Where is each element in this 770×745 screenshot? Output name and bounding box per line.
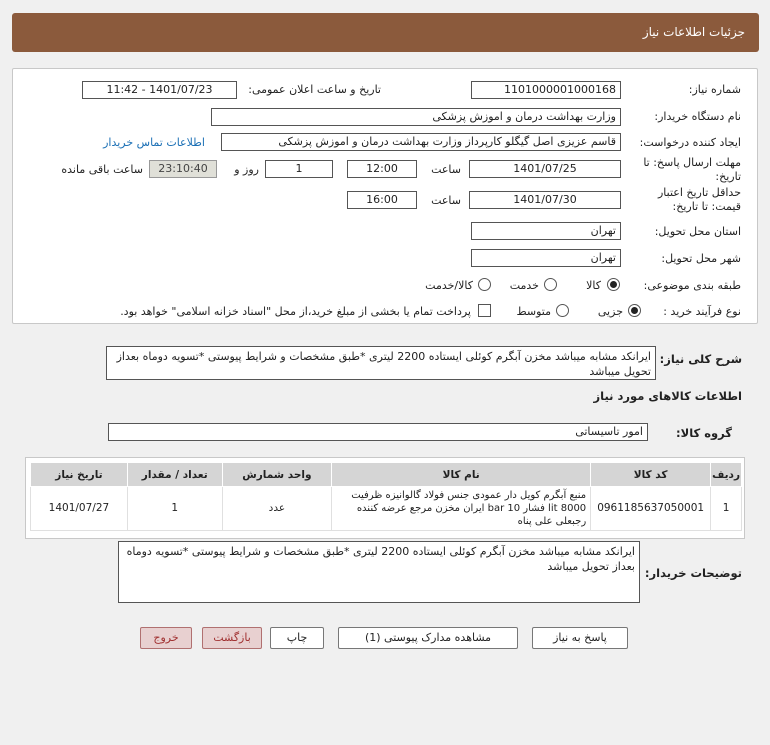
- category-service-label: خدمت: [509, 279, 539, 292]
- treasury-docs-checkbox[interactable]: [478, 304, 491, 317]
- exit-button[interactable]: خروج: [140, 627, 192, 649]
- print-button[interactable]: چاپ: [270, 627, 324, 649]
- category-service-radio[interactable]: [544, 278, 557, 291]
- validity-date-field[interactable]: 1401/07/30: [469, 191, 621, 209]
- page-title: جزئیات اطلاعات نیاز: [642, 25, 745, 39]
- goods-group-field[interactable]: امور تاسیساتی: [108, 423, 648, 441]
- need-number-label: شماره نیاز:: [688, 83, 741, 96]
- announce-label: تاریخ و ساعت اعلان عمومی:: [248, 83, 381, 96]
- need-info-panel: [12, 68, 758, 324]
- purchase-type-label: نوع فرآیند خرید :: [663, 305, 741, 318]
- province-label: استان محل تحویل:: [654, 225, 741, 238]
- category-goods-label: کالا: [586, 279, 601, 292]
- city-label: شهر محل تحویل:: [661, 252, 741, 265]
- cell-qty: 1: [127, 487, 222, 531]
- purchase-medium-radio[interactable]: [556, 304, 569, 317]
- buyer-notes-text: ایرانکد مشابه میباشد مخزن آبگرم کوئلی ایستاده 2200 لیتری *طبق مشخصات و شرایط پیوستی *تسویه دوماه بعداز تحویل میباشد: [118, 541, 640, 603]
- col-name: نام کالا: [332, 463, 591, 487]
- deadline-label: مهلت ارسال پاسخ: تا تاریخ:: [643, 156, 741, 183]
- cell-name: منبع آبگرم کویل دار عمودی جنس فولاد گالوانیزه ظرفیت 8000 lit فشار 10 bar ایران مخزن مرجع عرضه کننده رجبعلی علی پناه: [332, 487, 591, 531]
- cell-date: 1401/07/27: [31, 487, 128, 531]
- goods-table: [30, 462, 742, 531]
- buyer-contact-link[interactable]: اطلاعات تماس خریدار: [103, 136, 205, 149]
- category-label: طبقه بندی موضوعی:: [643, 279, 741, 292]
- category-goods-radio[interactable]: [607, 278, 620, 291]
- creator-label: ایجاد کننده درخواست:: [639, 136, 741, 149]
- purchase-minor-radio[interactable]: [628, 304, 641, 317]
- view-attachments-button[interactable]: مشاهده مدارک پیوستی (1): [338, 627, 518, 649]
- cell-code: 0961185637050001: [591, 487, 711, 531]
- page-header: [12, 13, 759, 52]
- buyer-notes-label: توضیحات خریدار:: [644, 566, 742, 580]
- days-label: روز و: [234, 163, 259, 176]
- category-goods-service-radio[interactable]: [478, 278, 491, 291]
- deadline-time-label: ساعت: [431, 163, 461, 176]
- need-number-field[interactable]: 1101000001000168: [471, 81, 621, 99]
- creator-field[interactable]: قاسم عزیزی اصل گیگلو کارپرداز وزارت بهداشت درمان و اموزش پزشکی: [221, 133, 621, 151]
- goods-table-container: [25, 457, 745, 539]
- back-button[interactable]: بازگشت: [202, 627, 262, 649]
- city-field[interactable]: تهران: [471, 249, 621, 267]
- cell-unit: عدد: [222, 487, 332, 531]
- validity-label: حداقل تاریخ اعتبار قیمت: تا تاریخ:: [657, 186, 741, 213]
- deadline-date-field[interactable]: 1401/07/25: [469, 160, 621, 178]
- cell-row: 1: [711, 487, 742, 531]
- summary-text: ایرانکد مشابه میباشد مخزن آبگرم کوئلی ایستاده 2200 لیتری *طبق مشخصات و شرایط پیوستی *تسویه دوماه بعداز تحویل میباشد: [106, 346, 656, 380]
- purchase-medium-label: متوسط: [516, 305, 551, 318]
- col-code: کد کالا: [591, 463, 711, 487]
- deadline-time-field[interactable]: 12:00: [347, 160, 417, 178]
- province-field[interactable]: تهران: [471, 222, 621, 240]
- validity-time-field[interactable]: 16:00: [347, 191, 417, 209]
- purchase-minor-label: جزیی: [597, 305, 623, 318]
- goods-table-header: [31, 463, 742, 487]
- buyer-org-field[interactable]: وزارت بهداشت درمان و اموزش پزشکی: [211, 108, 621, 126]
- buyer-org-label: نام دستگاه خریدار:: [654, 110, 741, 123]
- table-row[interactable]: [31, 487, 742, 531]
- category-goods-service-label: کالا/خدمت: [425, 279, 473, 292]
- col-unit: واحد شمارش: [222, 463, 332, 487]
- col-row: ردیف: [711, 463, 742, 487]
- validity-time-label: ساعت: [431, 194, 461, 207]
- col-qty: تعداد / مقدار: [127, 463, 222, 487]
- remaining-label: ساعت باقی مانده: [61, 163, 143, 176]
- col-date: تاریخ نیاز: [31, 463, 128, 487]
- announce-field[interactable]: 1401/07/23 - 11:42: [82, 81, 237, 99]
- goods-group-label: گروه کالا:: [676, 426, 732, 440]
- remaining-time-field: 23:10:40: [149, 160, 217, 178]
- days-field[interactable]: 1: [265, 160, 333, 178]
- reply-button[interactable]: پاسخ به نیاز: [532, 627, 628, 649]
- treasury-docs-note: پرداخت تمام یا بخشی از مبلغ خرید،از محل "اسناد خزانه اسلامی" خواهد بود.: [120, 305, 471, 318]
- goods-section-title: اطلاعات کالاهای مورد نیاز: [593, 389, 742, 403]
- summary-label: شرح کلی نیاز:: [659, 352, 742, 366]
